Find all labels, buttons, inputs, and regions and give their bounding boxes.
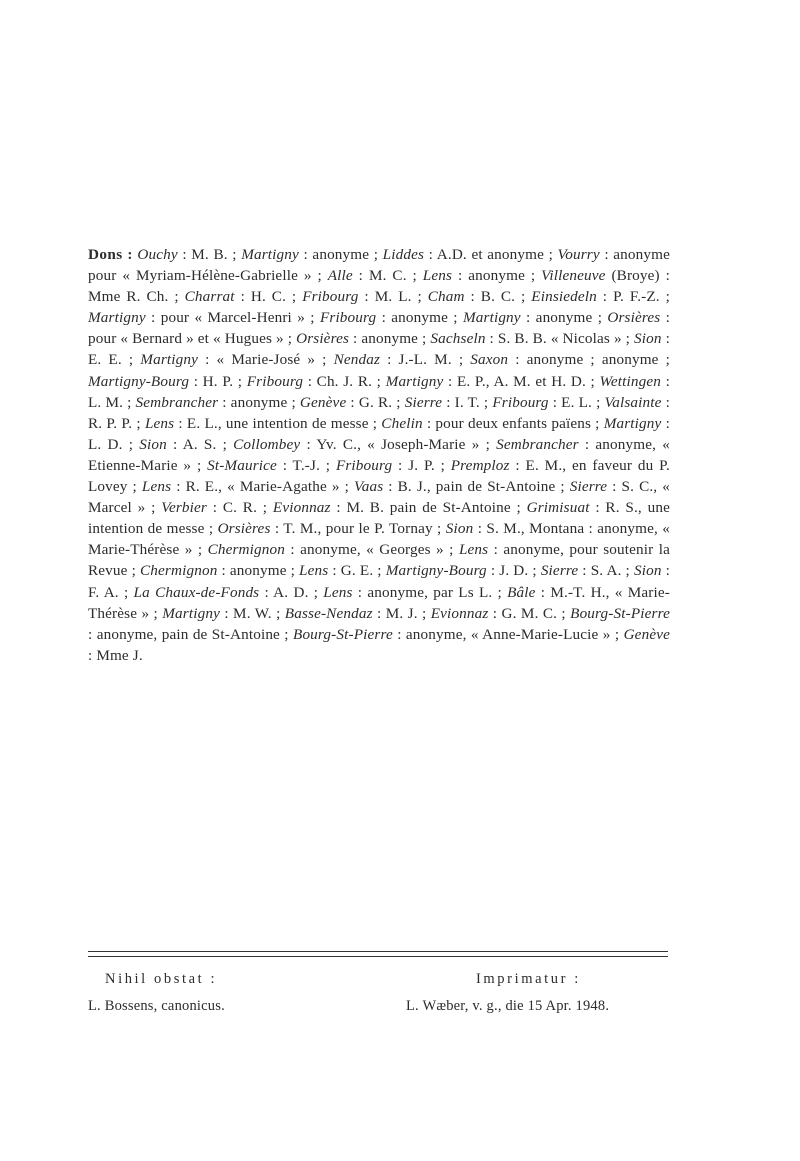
nihil-obstat-heading: Nihil obstat : [105, 971, 218, 987]
nihil-obstat-block [88, 969, 225, 1016]
donations-label: Dons : [88, 246, 133, 263]
donations-text: Ouchy : M. B. ; Martigny : anonyme ; Liddes : A.D. et anonyme ; Vourry : anonyme pour « Myriam-Hélène-Gabrielle » ; Alle : M. C. ; Lens : anonyme ; Villeneuve (Broye) : Mme R. Ch. ; Charrat : H. C. ; Fribourg : M. L. ; Cham : B. C. ; Einsiedeln : P. F.-Z. ; Martigny : pour « Marcel-Henri » ; Fribourg : anonyme ; Martigny : anonyme ; Orsières : pour « Bernard » et « Hugues » ; Orsières : anonyme ; Sachseln : S. B. B. « Nicolas » ; Sion : E. E. ; Martigny : « Marie-José » ; Nendaz : J.-L. M. ; Saxon : anonyme ; anonyme ; Martigny-Bourg : H. P. ; Fribourg : Ch. J. R. ; Martigny : E. P., A. M. et H. D. ; Wettingen : L. M. ; Sembrancher : anonyme ; Genève : G. R. ; Sierre : I. T. ; Fribourg : E. L. ; Valsainte : R. P. P. ; Lens : E. L., une intention de messe ; Chelin : pour deux enfants païens ; Martigny : L. D. ; Sion : A. S. ; Collombey : Yv. C., « Joseph-Marie » ; Sembrancher : anonyme, « Etienne-Marie » ; St-Maurice : T.-J. ; Fribourg : J. P. ; Premploz : E. M., en faveur du P. Lovey ; Lens : R. E., « Marie-Agathe » ; Vaas : B. J., pain de St-Antoine ; Sierre : S. C., « Marcel » ; Verbier : C. R. ; Evionnaz : M. B. pain de St-Antoine ; Grimisuat : R. S., une intention de messe ; Orsières : T. M., pour le P. Tornay ; Sion : S. M., Montana : anonyme, « Marie-Thérèse » ; Chermignon : anonyme, « Georges » ; Lens : anonyme, pour soutenir la Revue ; Chermignon : anonyme ; Lens : G. E. ; Martigny-Bourg : J. D. ; Sierre : S. A. ; Sion : F. A. ; La Chaux-de-Fonds : A. D. ; Lens : anonyme, par Ls L. ; Bâle : M.-T. H., « Marie-Thérèse » ; Martigny : M. W. ; Basse-Nendaz : M. J. ; Evionnaz : G. M. C. ; Bourg-St-Pierre : anonyme, pain de St-Antoine ; Bourg-St-Pierre : anonyme, « Anne-Marie-Lucie » ; Genève : Mme J. [88, 246, 671, 664]
imprimatur-signatory: L. Wæber, v. g., die 15 Apr. 1948. [406, 998, 610, 1014]
rule-line-bottom [88, 956, 668, 957]
nihil-obstat-signatory: L. Bossens, canonicus. [88, 998, 225, 1014]
rule-line-top [88, 951, 668, 952]
donations-paragraph [88, 244, 670, 666]
imprimatur-block [406, 969, 609, 1016]
imprimatur-heading: Imprimatur : [476, 971, 581, 987]
double-rule-divider [88, 948, 668, 960]
